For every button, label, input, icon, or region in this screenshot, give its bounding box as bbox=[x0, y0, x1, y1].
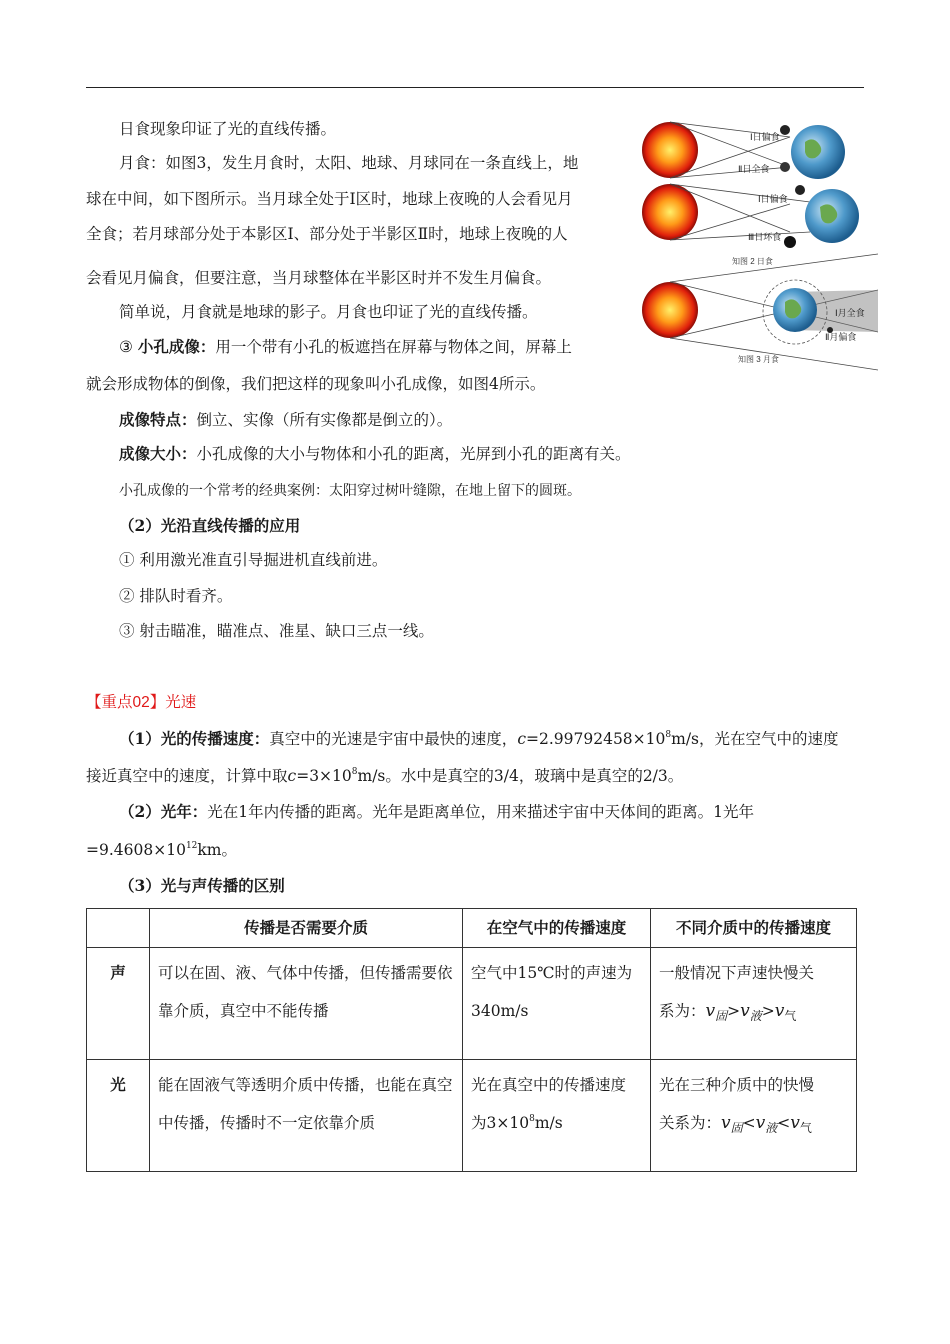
sound-medium-cell: 可以在固、液、气体中传播，但传播需要依靠介质，真空中不能传播 bbox=[150, 948, 463, 1060]
sound-diff-a: 一般情况下声速快慢关 bbox=[659, 964, 815, 982]
section-title: 【重点02】光速 bbox=[86, 694, 197, 711]
pinhole-definition: 用一个带有小孔的板遮挡在屏幕与物体之间，屏幕上 bbox=[215, 338, 572, 356]
sub-liquid: 液 bbox=[765, 1121, 778, 1135]
application-item-1: ① 利用激光准直引导掘进机直线前进。 bbox=[119, 551, 388, 569]
v-symbol: v bbox=[755, 1113, 766, 1133]
row-label-sound: 声 bbox=[87, 948, 150, 1060]
paragraph-pinhole bbox=[119, 337, 572, 357]
pinhole-term: 小孔成像： bbox=[137, 337, 216, 356]
moon-icon bbox=[780, 125, 790, 135]
figure-caption-3: 知图 3 月食 bbox=[738, 355, 779, 364]
figure-label-1b: Ⅱ日全食 bbox=[738, 164, 770, 174]
figure-label-2a: Ⅰ日偏食 bbox=[758, 194, 788, 204]
lightyear-text: 光在1年内传播的距离。光年是距离单位，用来描述宇宙中天体间的距离。1光年 bbox=[207, 803, 755, 821]
sub-solid: 固 bbox=[730, 1121, 743, 1135]
paragraph-image-size bbox=[119, 444, 631, 464]
lightyear-value: =9.4608×10 bbox=[86, 841, 186, 859]
relation-op: < bbox=[742, 1114, 756, 1132]
light-diff-b: 关系为： bbox=[659, 1114, 722, 1132]
application-item-3: ③ 射击瞄准，瞄准点、准星、缺口三点一线。 bbox=[119, 622, 434, 640]
speed-exponent: 8 bbox=[665, 730, 672, 740]
eclipse-diagram bbox=[640, 112, 878, 374]
lightyear-paragraph-1 bbox=[119, 802, 754, 822]
table-header-empty bbox=[87, 909, 150, 948]
table-header-row bbox=[87, 909, 857, 948]
sound-media-speed-cell bbox=[651, 948, 857, 1060]
table-header-air-speed: 在空气中的传播速度 bbox=[463, 909, 651, 948]
sound-air-speed-cell bbox=[463, 948, 651, 1060]
speed2-symbol-c: c bbox=[287, 767, 297, 785]
heading-difference: （3）光与声传播的区别 bbox=[119, 876, 285, 895]
sub-liquid: 液 bbox=[749, 1009, 762, 1023]
relation-op: > bbox=[727, 1002, 741, 1020]
paragraph-summary: 简单说，月食就是地球的影子。月食也印证了光的直线传播。 bbox=[119, 303, 538, 321]
v-symbol: v bbox=[790, 1113, 800, 1133]
table-row bbox=[87, 948, 857, 1060]
row-label-light: 光 bbox=[87, 1060, 150, 1172]
v-symbol: v bbox=[721, 1113, 731, 1133]
speed-text-a: 真空中的光速是宇宙中最快的速度， bbox=[269, 730, 518, 748]
table-header-media-speed: 不同介质中的传播速度 bbox=[651, 909, 857, 948]
speed-paragraph-1 bbox=[119, 729, 839, 749]
sun-icon bbox=[642, 122, 698, 178]
speed-text-c: m/s，光在空气中的速度 bbox=[671, 730, 839, 748]
comparison-table bbox=[86, 908, 857, 1172]
lightyear-exponent: 12 bbox=[185, 841, 198, 851]
image-size-text: 小孔成像的大小与物体和小孔的距离，光屏到小孔的距离有关。 bbox=[196, 445, 631, 463]
figure-label-3a: Ⅰ月全食 bbox=[835, 308, 865, 318]
image-size-term: 成像大小： bbox=[119, 444, 197, 463]
pinhole-number: ③ bbox=[119, 338, 133, 356]
speed-symbol-c: c bbox=[517, 730, 526, 748]
speed2-text-a: 接近真空中的速度，计算中取 bbox=[86, 767, 288, 785]
paragraph-lunar-eclipse-3: 全食；若月球部分处于本影区Ⅰ、部分处于半影区Ⅱ时，地球上夜晚的人 bbox=[86, 225, 568, 243]
speed-paragraph-2 bbox=[86, 766, 683, 786]
image-features-term: 成像特点： bbox=[119, 410, 197, 429]
table-row bbox=[87, 1060, 857, 1172]
sound-air-speed-a: 空气中15℃时的声速为 bbox=[471, 964, 633, 982]
light-air-speed-a: 光在真空中的传播速度 bbox=[471, 1076, 627, 1094]
paragraph-classic-case: 小孔成像的一个常考的经典案例：太阳穿过树叶缝隙，在地上留下的圆斑。 bbox=[119, 483, 581, 499]
relation-op: < bbox=[777, 1114, 791, 1132]
heading-applications: （2）光沿直线传播的应用 bbox=[119, 516, 301, 535]
paragraph-lunar-eclipse-1: 月食：如图3，发生月食时，太阳、地球、月球同在一条直线上，地 bbox=[119, 154, 579, 172]
light-air-unit: m/s bbox=[534, 1114, 563, 1132]
sub-gas: 气 bbox=[799, 1121, 812, 1135]
v-symbol: v bbox=[705, 1001, 716, 1021]
figure-label-1a: Ⅰ日偏食 bbox=[750, 132, 780, 142]
speed-term: （1）光的传播速度： bbox=[119, 729, 270, 748]
speed-value: =2.99792458×10 bbox=[526, 730, 666, 748]
sound-diff-b: 系为： bbox=[659, 1002, 706, 1020]
v-symbol: v bbox=[740, 1001, 750, 1021]
light-air-exponent: 8 bbox=[529, 1114, 535, 1124]
application-item-2: ② 排队时看齐。 bbox=[119, 587, 233, 605]
eclipse-figure bbox=[640, 112, 878, 374]
lightyear-term: （2）光年： bbox=[119, 802, 208, 821]
relation-op: > bbox=[761, 1002, 775, 1020]
paragraph-lunar-eclipse-2: 球在中间，如下图所示。当月球全处于Ⅰ区时，地球上夜晚的人会看见月 bbox=[86, 190, 573, 208]
figure-caption-2: 知图 2 日食 bbox=[732, 257, 773, 266]
table-header-medium: 传播是否需要介质 bbox=[150, 909, 463, 948]
light-media-speed-cell bbox=[651, 1060, 857, 1172]
paragraph-solar-eclipse: 日食现象印证了光的直线传播。 bbox=[119, 120, 337, 138]
header-rule bbox=[86, 87, 864, 88]
paragraph-pinhole-cont: 就会形成物体的倒像，我们把这样的现象叫小孔成像，如图4所示。 bbox=[86, 375, 546, 393]
speed2-value: =3×10 bbox=[296, 767, 352, 785]
lightyear-unit: km。 bbox=[197, 841, 237, 859]
paragraph-lunar-eclipse-4: 会看见月偏食，但要注意，当月球整体在半影区时并不发生月偏食。 bbox=[86, 269, 552, 287]
figure-label-2b: Ⅲ日环食 bbox=[748, 232, 782, 242]
light-medium-cell: 能在固液气等透明介质中传播，也能在真空中传播，传播时不一定依靠介质 bbox=[150, 1060, 463, 1172]
light-air-speed-cell bbox=[463, 1060, 651, 1172]
light-air-speed-b: 为3×10 bbox=[471, 1114, 530, 1132]
sound-air-speed-b: 340m/s bbox=[471, 1002, 529, 1020]
paragraph-image-features bbox=[119, 410, 452, 430]
lightyear-paragraph-2 bbox=[86, 840, 237, 860]
sub-gas: 气 bbox=[784, 1009, 797, 1023]
light-diff-a: 光在三种介质中的快慢 bbox=[659, 1076, 815, 1094]
figure-label-3b: Ⅱ月偏食 bbox=[825, 332, 857, 342]
speed2-exponent: 8 bbox=[351, 767, 358, 777]
sub-solid: 固 bbox=[715, 1009, 728, 1023]
speed2-text-b: m/s。水中是真空的3/4，玻璃中是真空的2/3。 bbox=[357, 767, 684, 785]
image-features-text: 倒立、实像（所有实像都是倒立的）。 bbox=[196, 411, 453, 429]
v-symbol: v bbox=[774, 1001, 785, 1021]
